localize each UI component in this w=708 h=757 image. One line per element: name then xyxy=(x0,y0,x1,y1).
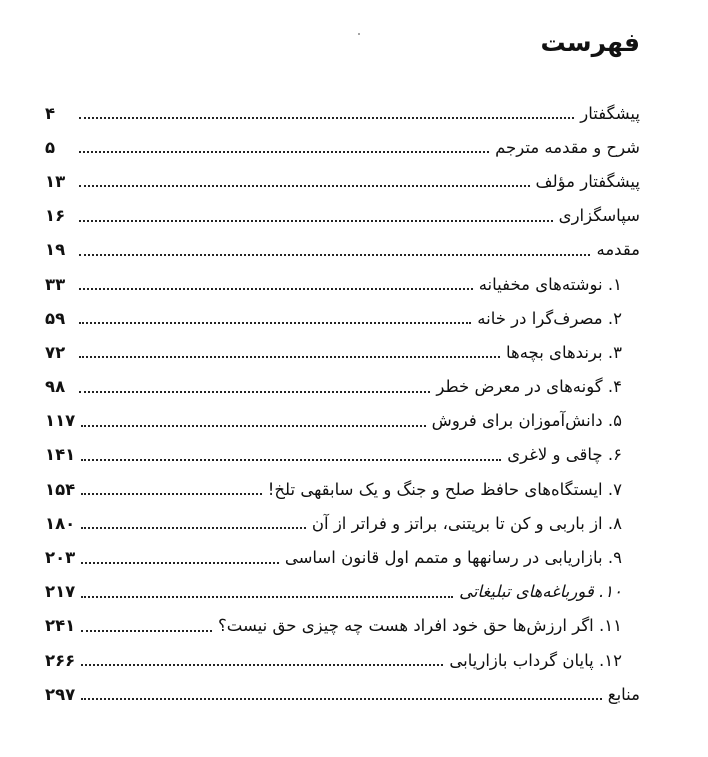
toc-entry-page: ۵ xyxy=(45,137,56,157)
dot-leader xyxy=(79,151,489,153)
scan-speck xyxy=(358,33,360,35)
toc-entry-page: ۱۳ xyxy=(45,171,66,191)
toc-entry-chapter-11[interactable] xyxy=(45,609,640,643)
dot-leader xyxy=(79,254,590,256)
toc-entry-title: ۱۰. قورباغه‌های تبلیغاتی xyxy=(459,582,622,602)
toc-entry-references[interactable] xyxy=(45,677,640,711)
toc-entry-title: ۶. چاقی و لاغری xyxy=(507,445,622,465)
toc-entry-page: ۴ xyxy=(45,103,56,123)
toc-entry-chapter-5[interactable] xyxy=(45,404,640,438)
toc-entry-introduction[interactable] xyxy=(45,233,640,267)
toc-entry-page: ۱۴۱ xyxy=(45,445,76,465)
toc-entry-title: سپاسگزاری xyxy=(558,206,640,226)
toc-entry-title: ۱. نوشته‌های مخفیانه xyxy=(478,274,622,294)
toc-entry-title: ۱۱. اگر ارزش‌ها حق خود افراد هست چه چیزی حق نیست؟ xyxy=(218,616,622,636)
toc-entry-page: ۲۶۶ xyxy=(45,650,76,670)
toc-entry-page: ۷۲ xyxy=(45,342,66,362)
toc-entry-page: ۲۱۷ xyxy=(45,582,76,602)
toc-entry-chapter-6[interactable] xyxy=(45,438,640,472)
toc-entry-title: منابع xyxy=(607,684,640,704)
dot-leader xyxy=(81,596,453,598)
dot-leader xyxy=(81,425,425,427)
dot-leader xyxy=(81,698,602,700)
toc-entry-foreword[interactable] xyxy=(45,96,640,130)
toc-entry-translator-intro[interactable] xyxy=(45,130,640,164)
toc-entry-page: ۵۹ xyxy=(45,308,66,328)
toc-entry-title: مقدمه xyxy=(596,240,640,260)
dot-leader xyxy=(81,527,306,529)
page-title: فهرست xyxy=(540,28,640,57)
dot-leader xyxy=(81,459,501,461)
toc-entry-chapter-10[interactable] xyxy=(45,575,640,609)
toc-entry-page: ۱۶ xyxy=(45,206,66,226)
toc-entry-chapter-3[interactable] xyxy=(45,335,640,369)
toc-entry-title: ۷. ایستگاه‌های حافظ صلح و جنگ و یک سابقهی تلخ! xyxy=(267,479,622,499)
toc-entry-page: ۱۱۷ xyxy=(45,411,76,431)
toc-entry-chapter-7[interactable] xyxy=(45,472,640,506)
dot-leader xyxy=(79,117,574,119)
dot-leader xyxy=(79,322,471,324)
toc-entry-page: ۲۰۳ xyxy=(45,548,76,568)
toc-entry-chapter-1[interactable] xyxy=(45,267,640,301)
dot-leader xyxy=(79,288,473,290)
toc-entry-page: ۱۹ xyxy=(45,240,66,260)
toc-entry-page: ۳۳ xyxy=(45,274,66,294)
toc-entry-title: ۱۲. پایان گرداب بازاریابی xyxy=(449,650,622,670)
dot-leader xyxy=(81,630,212,632)
toc-entry-chapter-9[interactable] xyxy=(45,540,640,574)
toc-entry-title: ۴. گونه‌های در معرض خطر xyxy=(436,377,622,397)
toc-entry-author-foreword[interactable] xyxy=(45,164,640,198)
toc-entry-title: ۵. دانش‌آموزان برای فروش xyxy=(431,411,622,431)
toc-entry-page: ۹۸ xyxy=(45,377,66,397)
toc-entry-title: پیشگفتار xyxy=(580,103,640,123)
toc-entry-page: ۱۵۴ xyxy=(45,479,76,499)
toc-entry-title: ۸. از باربی و کن تا بریتنی، براتز و فراتر از آن xyxy=(311,513,622,533)
dot-leader xyxy=(79,356,500,358)
toc-entry-title: ۲. مصرف‌گرا در خانه xyxy=(477,308,622,328)
toc-entry-title: ۹. بازاریابی در رسانهها و متمم اول قانون اساسی xyxy=(284,548,622,568)
table-of-contents xyxy=(45,96,640,711)
toc-entry-title: پیشگفتار مؤلف xyxy=(535,171,640,191)
toc-entry-page: ۲۹۷ xyxy=(45,684,76,704)
toc-entry-page: ۲۴۱ xyxy=(45,616,76,636)
toc-entry-chapter-4[interactable] xyxy=(45,370,640,404)
toc-entry-chapter-12[interactable] xyxy=(45,643,640,677)
dot-leader xyxy=(79,391,430,393)
toc-entry-chapter-2[interactable] xyxy=(45,301,640,335)
toc-entry-page: ۱۸۰ xyxy=(45,513,76,533)
dot-leader xyxy=(79,220,553,222)
toc-entry-title: شرح و مقدمه مترجم xyxy=(495,137,640,157)
dot-leader xyxy=(81,493,262,495)
toc-entry-acknowledgements[interactable] xyxy=(45,199,640,233)
dot-leader xyxy=(79,185,530,187)
dot-leader xyxy=(81,562,279,564)
dot-leader xyxy=(81,664,443,666)
toc-entry-title: ۳. برندهای بچه‌ها xyxy=(505,342,622,362)
toc-entry-chapter-8[interactable] xyxy=(45,506,640,540)
